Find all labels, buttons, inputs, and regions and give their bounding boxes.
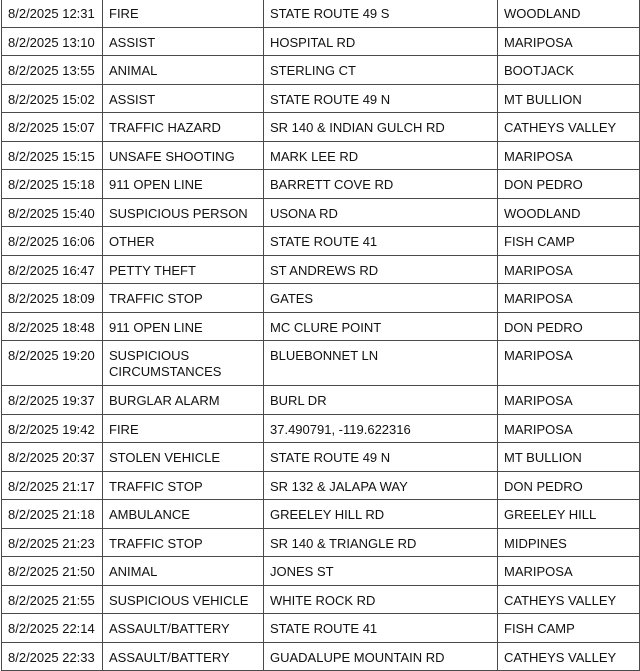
incident-location-cell: MARK LEE RD <box>264 141 498 170</box>
incident-location-cell: BLUEBONNET LN <box>264 341 498 386</box>
incident-type-cell: PETTY THEFT <box>103 255 264 284</box>
incident-type-cell: AMBULANCE <box>103 500 264 529</box>
incident-area-cell: MARIPOSA <box>498 414 640 443</box>
incident-datetime-cell: 8/2/2025 21:18 <box>2 500 103 529</box>
incident-area-cell: MARIPOSA <box>498 341 640 386</box>
incident-datetime-cell: 8/2/2025 19:42 <box>2 414 103 443</box>
incident-area-cell: WOODLAND <box>498 198 640 227</box>
incident-location-cell: BURL DR <box>264 386 498 415</box>
incident-area-cell: WOODLAND <box>498 0 640 27</box>
incident-area-cell: MARIPOSA <box>498 284 640 313</box>
incident-location-cell: 37.490791, -119.622316 <box>264 414 498 443</box>
incident-location-cell: SR 132 & JALAPA WAY <box>264 471 498 500</box>
incident-area-cell: CATHEYS VALLEY <box>498 113 640 142</box>
incident-datetime-cell: 8/2/2025 18:09 <box>2 284 103 313</box>
incident-area-cell: CATHEYS VALLEY <box>498 642 640 671</box>
incident-area-cell: MARIPOSA <box>498 386 640 415</box>
incident-type-cell: ANIMAL <box>103 56 264 85</box>
incident-area-cell: DON PEDRO <box>498 312 640 341</box>
incident-location-cell: BARRETT COVE RD <box>264 170 498 199</box>
incident-type-cell: STOLEN VEHICLE <box>103 443 264 472</box>
incident-type-cell: ANIMAL <box>103 557 264 586</box>
incident-type-cell: FIRE <box>103 0 264 27</box>
incident-type-cell: SUSPICIOUS PERSON <box>103 198 264 227</box>
table-row <box>2 198 640 227</box>
table-row <box>2 557 640 586</box>
incident-datetime-cell: 8/2/2025 15:40 <box>2 198 103 227</box>
table-row <box>2 386 640 415</box>
incident-area-cell: MARIPOSA <box>498 255 640 284</box>
incident-location-cell: STERLING CT <box>264 56 498 85</box>
incident-type-cell: TRAFFIC STOP <box>103 528 264 557</box>
incident-datetime-cell: 8/2/2025 13:55 <box>2 56 103 85</box>
table-row <box>2 170 640 199</box>
table-row <box>2 255 640 284</box>
incident-type-cell: TRAFFIC STOP <box>103 284 264 313</box>
incident-location-cell: GREELEY HILL RD <box>264 500 498 529</box>
incident-type-cell: ASSIST <box>103 84 264 113</box>
incident-area-cell: FISH CAMP <box>498 614 640 643</box>
incident-location-cell: STATE ROUTE 49 S <box>264 0 498 27</box>
table-row <box>2 528 640 557</box>
incident-area-cell: MIDPINES <box>498 528 640 557</box>
table-row <box>2 500 640 529</box>
table-row <box>2 227 640 256</box>
incident-type-cell: BURGLAR ALARM <box>103 386 264 415</box>
table-row <box>2 84 640 113</box>
incident-datetime-cell: 8/2/2025 15:07 <box>2 113 103 142</box>
incident-log-table <box>1 0 640 671</box>
incident-area-cell: DON PEDRO <box>498 471 640 500</box>
incident-datetime-cell: 8/2/2025 19:20 <box>2 341 103 386</box>
incident-type-cell: SUSPICIOUS VEHICLE <box>103 585 264 614</box>
table-row <box>2 471 640 500</box>
incident-datetime-cell: 8/2/2025 13:10 <box>2 27 103 56</box>
incident-area-cell: DON PEDRO <box>498 170 640 199</box>
incident-datetime-cell: 8/2/2025 15:15 <box>2 141 103 170</box>
incident-type-cell: SUSPICIOUS CIRCUMSTANCES <box>103 341 264 386</box>
table-row <box>2 27 640 56</box>
table-row <box>2 414 640 443</box>
incident-area-cell: MT BULLION <box>498 443 640 472</box>
incident-location-cell: MC CLURE POINT <box>264 312 498 341</box>
incident-log-body <box>2 0 640 671</box>
incident-area-cell: BOOTJACK <box>498 56 640 85</box>
table-row <box>2 312 640 341</box>
table-row <box>2 113 640 142</box>
table-row <box>2 0 640 27</box>
incident-location-cell: STATE ROUTE 41 <box>264 227 498 256</box>
incident-location-cell: ST ANDREWS RD <box>264 255 498 284</box>
incident-area-cell: MARIPOSA <box>498 141 640 170</box>
incident-datetime-cell: 8/2/2025 21:50 <box>2 557 103 586</box>
table-row <box>2 443 640 472</box>
table-row <box>2 56 640 85</box>
incident-area-cell: MT BULLION <box>498 84 640 113</box>
incident-location-cell: STATE ROUTE 41 <box>264 614 498 643</box>
table-row <box>2 284 640 313</box>
incident-datetime-cell: 8/2/2025 22:14 <box>2 614 103 643</box>
table-row <box>2 141 640 170</box>
incident-type-cell: 911 OPEN LINE <box>103 170 264 199</box>
incident-location-cell: JONES ST <box>264 557 498 586</box>
incident-datetime-cell: 8/2/2025 15:18 <box>2 170 103 199</box>
incident-datetime-cell: 8/2/2025 21:17 <box>2 471 103 500</box>
incident-type-cell: ASSAULT/BATTERY <box>103 642 264 671</box>
incident-area-cell: MARIPOSA <box>498 27 640 56</box>
incident-location-cell: SR 140 & INDIAN GULCH RD <box>264 113 498 142</box>
table-row <box>2 614 640 643</box>
incident-type-cell: ASSIST <box>103 27 264 56</box>
incident-datetime-cell: 8/2/2025 19:37 <box>2 386 103 415</box>
incident-location-cell: STATE ROUTE 49 N <box>264 84 498 113</box>
incident-datetime-cell: 8/2/2025 16:47 <box>2 255 103 284</box>
incident-datetime-cell: 8/2/2025 16:06 <box>2 227 103 256</box>
incident-area-cell: MARIPOSA <box>498 557 640 586</box>
incident-datetime-cell: 8/2/2025 12:31 <box>2 0 103 27</box>
incident-type-cell: 911 OPEN LINE <box>103 312 264 341</box>
table-row <box>2 341 640 386</box>
incident-type-cell: TRAFFIC STOP <box>103 471 264 500</box>
incident-type-cell: ASSAULT/BATTERY <box>103 614 264 643</box>
incident-location-cell: STATE ROUTE 49 N <box>264 443 498 472</box>
incident-area-cell: CATHEYS VALLEY <box>498 585 640 614</box>
incident-datetime-cell: 8/2/2025 20:37 <box>2 443 103 472</box>
incident-datetime-cell: 8/2/2025 22:33 <box>2 642 103 671</box>
incident-area-cell: GREELEY HILL <box>498 500 640 529</box>
incident-type-cell: FIRE <box>103 414 264 443</box>
incident-area-cell: FISH CAMP <box>498 227 640 256</box>
incident-type-cell: TRAFFIC HAZARD <box>103 113 264 142</box>
incident-type-cell: UNSAFE SHOOTING <box>103 141 264 170</box>
incident-location-cell: GUADALUPE MOUNTAIN RD <box>264 642 498 671</box>
incident-location-cell: HOSPITAL RD <box>264 27 498 56</box>
incident-datetime-cell: 8/2/2025 21:23 <box>2 528 103 557</box>
table-row <box>2 642 640 671</box>
incident-location-cell: GATES <box>264 284 498 313</box>
table-row <box>2 585 640 614</box>
incident-datetime-cell: 8/2/2025 15:02 <box>2 84 103 113</box>
incident-datetime-cell: 8/2/2025 21:55 <box>2 585 103 614</box>
incident-location-cell: WHITE ROCK RD <box>264 585 498 614</box>
incident-datetime-cell: 8/2/2025 18:48 <box>2 312 103 341</box>
incident-location-cell: SR 140 & TRIANGLE RD <box>264 528 498 557</box>
incident-location-cell: USONA RD <box>264 198 498 227</box>
incident-type-cell: OTHER <box>103 227 264 256</box>
